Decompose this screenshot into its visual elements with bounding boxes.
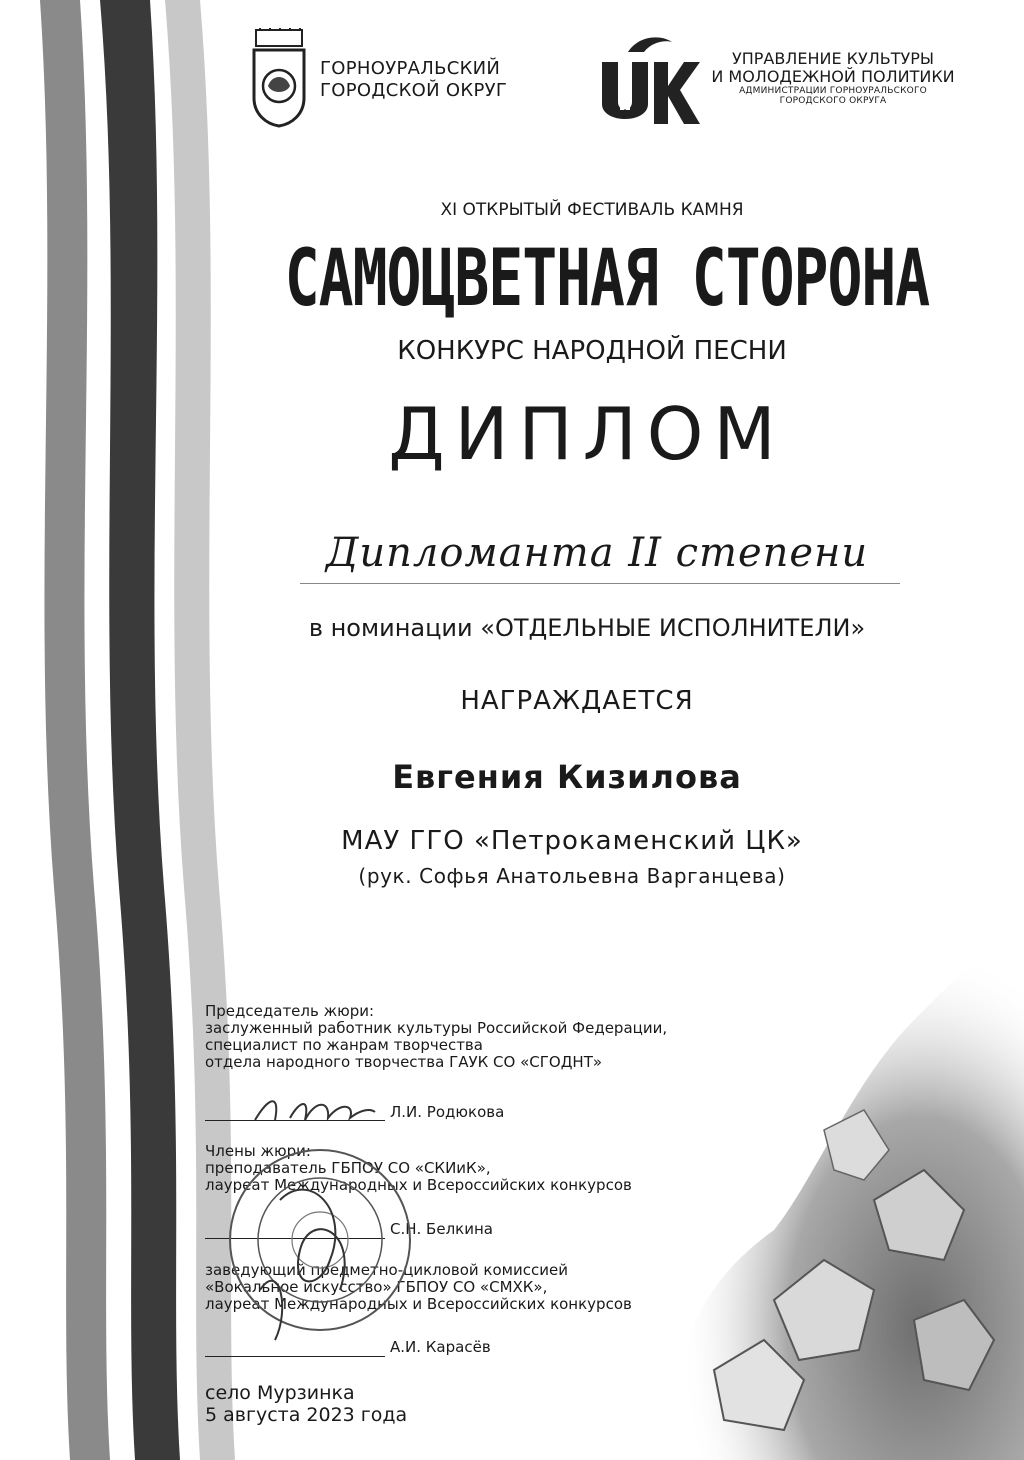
jury-chair-line: специалист по жанрам творчества <box>205 1036 483 1054</box>
left-organization <box>320 58 507 102</box>
footer-place: село Мурзинка <box>205 1382 355 1404</box>
jury-member-line: «Вокальное искусство» ГБПОУ СО «СМХК», <box>205 1278 548 1296</box>
footer <box>205 1382 407 1426</box>
supervisor: (рук. Софья Анатольевна Варганцева) <box>358 864 786 888</box>
contest-name: КОНКУРС НАРОДНОЙ ПЕСНИ <box>397 336 787 366</box>
jury-member-line: лауреат Международных и Всероссийских конкурсов <box>205 1295 632 1313</box>
awarded-label: НАГРАЖДАЕТСЯ <box>460 686 694 716</box>
jury-member-line: заведующий предметно-цикловой комиссией <box>205 1261 568 1279</box>
jury-member-line: преподаватель ГБПОУ СО «СКИиК», <box>205 1159 491 1177</box>
right-org-line: И МОЛОДЕЖНОЙ ПОЛИТИКИ <box>711 67 955 86</box>
right-org-subline: ГОРОДСКОГО ОКРУГА <box>779 96 887 106</box>
left-org-line: ГОРНОУРАЛЬСКИЙ <box>320 58 501 79</box>
jury-chair-line: Председатель жюри: <box>205 1002 375 1020</box>
right-organization <box>708 50 958 106</box>
jury-member-name: С.Н. Белкина <box>390 1220 493 1238</box>
signature-icon <box>250 1090 380 1130</box>
coat-of-arms-icon <box>248 28 310 128</box>
jury-chair-line: заслуженный работник культуры Российской Федерации, <box>205 1019 668 1037</box>
jury-member-line: лауреат Международных и Всероссийских конкурсов <box>205 1176 632 1194</box>
right-org-line: УПРАВЛЕНИЕ КУЛЬТУРЫ <box>731 49 935 68</box>
ukmp-logo-icon <box>598 32 702 128</box>
document-title: ДИПЛОМ <box>388 392 786 476</box>
jury-member-line: Члены жюри: <box>205 1142 311 1160</box>
jury-chair-block <box>205 1003 667 1071</box>
festival-name: САМОЦВЕТНАЯ СТОРОНА <box>284 232 930 324</box>
recipient-organization: МАУ ГГО «Петрокаменский ЦК» <box>341 826 803 856</box>
festival-line: XI ОТКРЫТЫЙ ФЕСТИВАЛЬ КАМНЯ <box>440 200 744 220</box>
jury-member-name: А.И. Карасёв <box>390 1338 491 1356</box>
footer-date: 5 августа 2023 года <box>205 1404 408 1426</box>
right-org-subline: АДМИНИСТРАЦИИ ГОРНОУРАЛЬСКОГО <box>739 86 927 96</box>
jury-chair-line: отдела народного творчества ГАУК СО «СГОДНТ» <box>205 1053 603 1071</box>
degree-underline <box>300 583 900 584</box>
recipient-name: Евгения Кизилова <box>392 758 742 796</box>
nomination: в номинации «ОТДЕЛЬНЫЕ ИСПОЛНИТЕЛИ» <box>308 614 866 642</box>
gemstone-illustration <box>624 900 1024 1460</box>
official-stamp-icon <box>220 1140 420 1350</box>
jury-chair-name: Л.И. Родюкова <box>390 1103 505 1121</box>
signature-line <box>205 1356 385 1357</box>
left-org-line: ГОРОДСКОЙ ОКРУГ <box>320 80 508 101</box>
award-degree: Дипломанта II степени <box>325 530 869 576</box>
